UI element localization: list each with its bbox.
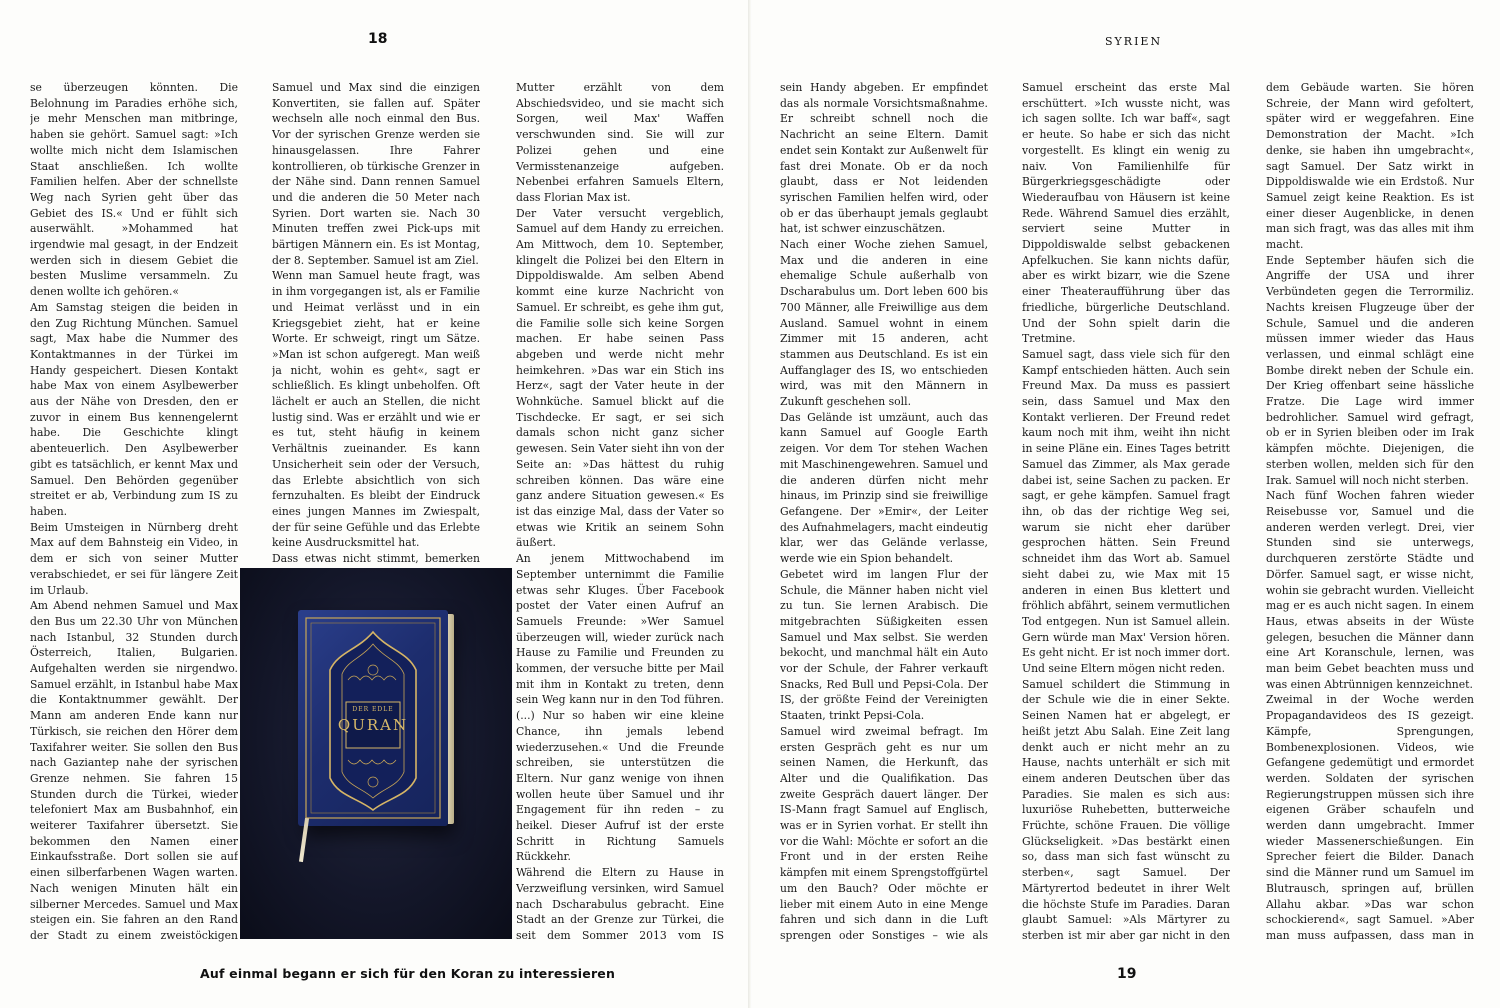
paragraph: Am Samstag steigen die beiden in den Zug Richtung München. Samuel sagt, Max habe die Nummer des Kontaktmannes in der Türkei im Handy gespeichert. Diesen Kontakt habe Max von einem Asylbewerber aus der Nähe von Dresden, den er zuvor in einem Bus kennengelernt habe. Die Geschichte klingt abenteuerlich. Den Asylbewerber gibt es tatsächlich, er kennt Max und Samuel. Den Behörden gegenüber streitet er ab, Verbindung zum IS zu haben. bbox=[30, 300, 238, 518]
paragraph: Das Gelände ist umzäunt, auch das kann Samuel auf Google Earth zeigen. Vor dem Tor stehen Wachen mit Maschinengewehren. Samuel und die anderen dürfen nicht mehr hinaus, im Prinzip sind sie freiwillige Gefangene. Der »Emir«, der Leiter des Aufnahmelagers, macht eindeutig klar, wer das Gelände verlasse, werde wie ein Spion behandelt. bbox=[780, 410, 988, 566]
paragraph: An jenem Mittwochabend im September unternimmt die Familie etwas sehr Kluges. Über Facebook postet der Vater einen Aufruf an Samuels Freunde: »Wer Samuel überzeugen will, wieder zurück nach Hause zu Familie und Freunden zu kommen, der versuche bitte per Mail mit ihm in Kontakt zu treten, denn sein Weg kann nur in den Tod führen. (...) Nur so haben wir eine kleine Chance, ihn jemals lebend wiederzusehen.« Und die Freunde schreiben, sie unterstützen die Eltern. Nur ganz wenige von ihnen wollen heute über Samuel und ihr Engagement für ihn reden – zu heikel. Dieser Aufruf ist der erste Schritt in Richtung Samuels Rückkehr. bbox=[516, 552, 724, 864]
running-head: SYRIEN bbox=[1105, 35, 1163, 48]
paragraph: Samuel schildert die Stimmung in der Schule wie die in einer Sekte. Seinen Namen hat er abgelegt, er heißt jetzt Abu Salah. Eine Zeit lang denkt auch er nicht mehr an zu Hause, nachts unterhält er sich mit einem anderen Deutschen über das Paradies. Sie malen es sich aus: luxuriöse Ruhebetten, butterweiche Früchte, schöne Frauen. Die völlige Glückseligkeit. »Das bestärkt einen so, dass man sich fast wünscht zu sterben«, sagt Samuel. Der Märtyrertod bedeutet in ihrer Welt die höchste Stufe im Paradies. Daran glaubt Samuel: »Als Märtyrer zu sterben ist mir aber gar nicht in den bbox=[1022, 677, 1230, 942]
cover-subtitle: DER EDLE bbox=[352, 706, 394, 713]
text-column-4 bbox=[780, 80, 988, 942]
paragraph: Beim Umsteigen in Nürnberg dreht Max auf dem Bahnsteig ein Video, in dem er sich von seiner Mutter verabschiedet, er sei für längere Zeit im Urlaub. bbox=[30, 520, 238, 597]
book-page-edge bbox=[448, 614, 454, 824]
text-column-2 bbox=[272, 80, 480, 568]
paragraph: Wenn man Samuel heute fragt, was in ihm vorgegangen ist, als er Familie und Heimat verlässt und in ein Kriegsgebiet zieht, hat er keine Worte. Er schweigt, ringt um Sätze. »Man ist schon aufgeregt. Man weiß ja nicht, wohin es geht«, sagt er schließlich. Es klingt unbeholfen. Oft lächelt er auch an Stellen, die nicht lustig sind. Was er erzählt und wie er es tut, steht häufig in keinem Verhältnis zueinander. Es kann Unsicherheit sein oder der Versuch, das Erlebte absichtlich von sich fernzuhalten. Es bleibt der Eindruck eines jungen Mannes im Zwiespalt, der für seine Gefühle und das Erlebte keine Ausdrucksmittel hat. bbox=[272, 269, 480, 550]
text-column-1 bbox=[30, 80, 238, 942]
left-page-number: 18 bbox=[368, 31, 388, 47]
paragraph: Gebetet wird im langen Flur der Schule, die Männer haben nicht viel zu tun. Sie lernen Arabisch. Die mitgebrachten Süßigkeiten essen Samuel und Max selbst. Sie werden bekocht, und manchmal hält ein Auto vor der Schule, der Fahrer verkauft Snacks, Red Bull und Pepsi-Cola. Der IS, der größte Feind der Vereinigten Staaten, trinkt Pepsi-Cola. bbox=[780, 567, 988, 723]
text-column-3 bbox=[516, 80, 724, 942]
paragraph: Samuel wird zweimal befragt. Im ersten Gespräch geht es nur um seinen Namen, die Herkunft, das Alter und die Qualifikation. Das zweite Gespräch dauert länger. Der IS-Mann fragt Samuel auf Englisch, was er in Syrien vorhat. Er stellt ihn vor die Wahl: Möchte er sofort an die Front und in der ersten Reihe kämpfen mit einem Sprengstoffgürtel um den Bauch? Oder möchte er lieber mit einem Auto in eine Menge fahren und sich dann in die Luft sprengen oder Sonstiges – wie als bbox=[780, 724, 988, 942]
paragraph: Während die Eltern zu Hause in Verzweiflung versinken, wird Samuel nach Dscharabulus gebracht. Eine Stadt an der Grenze zur Türkei, die seit dem Sommer 2013 vom IS bbox=[516, 866, 724, 942]
right-page-number: 19 bbox=[1117, 966, 1137, 982]
paragraph: Nach fünf Wochen fahren wieder Reisebusse vor, Samuel und die anderen werden verlegt. Drei, vier Stunden sind sie unterwegs, durchqueren zerstörte Städte und Dörfer. Samuel sagt, er wisse nicht, wohin sie gebracht wurden. Vielleicht mag er es auch nicht sagen. In einem Haus, etwas abseits in der Wüste gelegen, besuchen die Männer dann eine Art Koranschule, lernen, was man beim Gebet beachten muss und was einen Abtrünnigen kennzeichnet. bbox=[1266, 489, 1474, 691]
paragraph: Samuel erscheint das erste Mal erschüttert. »Ich wusste nicht, was ich sagen sollte. Ich war baff«, sagt er heute. So habe er sich das nicht vorgestellt. Es klingt ein wenig zu naiv. Von Familienhilfe für Bürgerkriegsgeschädigte oder Wiederaufbau von Häusern ist keine Rede. Während Samuel dies erzählt, serviert seine Mutter in Dippoldiswalde selbst gebackenen Apfelkuchen. Sie kann nichts dafür, aber es wirkt bizarr, wie die Szene einer Theateraufführung über das friedliche, bürgerliche Deutschland. Und der Sohn spielt darin die Tretmine. bbox=[1022, 81, 1230, 346]
paragraph: Zweimal in der Woche werden Propagandavideos des IS gezeigt. Kämpfe, Sprengungen, Bombenexplosionen. Videos, wie Gefangene gedemütigt und ermordet werden. Soldaten der syrischen Regierungstruppen müssen sich ihre eigenen Gräber schaufeln und werden dann umgebracht. Immer wieder Massenerschießungen. Ein Sprecher feiert die Bilder. Danach sind die Männer rund um Samuel im Blutrausch, springen auf, brüllen Allahu akbar. »Das war schon schockierend«, sagt Samuel. »Aber man muss aufpassen, dass man in bbox=[1266, 693, 1474, 942]
image-caption: Auf einmal begann er sich für den Koran zu interessieren bbox=[200, 966, 616, 981]
page-gutter bbox=[748, 0, 752, 1008]
paragraph: Nach einer Woche ziehen Samuel, Max und die anderen in eine ehemalige Schule außerhalb von Dscharabulus um. Dort leben 600 bis 700 Männer, alle Freiwillige aus dem Ausland. Samuel wohnt in einem Zimmer mit 15 anderen, acht stammen aus Deutschland. Es ist ein Auffanglager des IS, wo entschieden wird, was mit den Männern in Zukunft geschehen soll. bbox=[780, 238, 988, 409]
paragraph: Samuel sagt, dass viele sich für den Kampf entschieden hätten. Auch sein Freund Max. Da muss es passiert sein, dass Samuel und Max den Kontakt verlieren. Der Freund redet kaum noch mit ihm, weiht ihn nicht in seine Pläne ein. Eines Tages betritt Samuel das Zimmer, als Max gerade dabei ist, seine Sachen zu packen. Er sagt, er gehe kämpfen. Samuel fragt ihn, ob das der richtige Weg sei, warum sie nicht eher darüber gesprochen hätten. Sein Freund schneidet ihm das Wort ab. Samuel sieht dabei zu, wie Max mit 15 anderen in einen Bus klettert und fröhlich abfährt, seinem vermutlichen Tod entgegen. Nun ist Samuel allein. Gern würde man Max' Version hören. Es geht nicht. Er ist noch immer dort. Und seine Eltern mögen nicht reden. bbox=[1022, 347, 1230, 676]
paragraph: se überzeugen könnten. Die Belohnung im Paradies erhöhe sich, je mehr Menschen man mitbringe, haben sie gehört. Samuel sagt: »Ich wollte mich nicht dem Islamischen Staat anschließen. Ich wollte Familien helfen. Aber der schnellste Weg nach Syrien geht über das Gebiet des IS.« Und er fühlt sich auserwählt. »Mohammed hat irgendwie mal gesagt, in der Endzeit werden sich in diesem Gebiet die besten Muslime versammeln. Zu denen wollte ich gehören.« bbox=[30, 81, 238, 299]
paragraph: sein Handy abgeben. Er empfindet das als normale Vorsichtsmaßnahme. Er schreibt schnell noch die Nachricht an seine Eltern. Damit endet sein Kontakt zur Außenwelt für fast drei Monate. Ob er da noch glaubt, dass er Not leidenden syrischen Familien helfen wird, oder ob er das überhaupt jemals geglaubt hat, ist schwer einzuschätzen. bbox=[780, 81, 988, 236]
paragraph: Samuel und Max sind die einzigen Konvertiten, sie fallen auf. Später wechseln alle noch einmal den Bus. Vor der syrischen Grenze werden sie hinausgelassen. Ihre Fahrer kontrollieren, ob türkische Grenzer in der Nähe sind. Dann rennen Samuel und die anderen die 50 Meter nach Syrien. Dort warten sie. Nach 30 Minuten treffen zwei Pick-ups mit bärtigen Männern ein. Es ist Montag, der 8. September. Samuel ist am Ziel. bbox=[272, 81, 480, 267]
paragraph: dem Gebäude warten. Sie hören Schreie, der Mann wird gefoltert, später wird er weggefahren. Eine Demonstration der Macht. »Ich denke, sie haben ihn umgebracht«, sagt Samuel. Der Satz wirkt in Dippoldiswalde wie ein Erdstoß. Nur Samuel zeigt keine Reaktion. Es ist einer dieser Augenblicke, in denen man sich fragt, was das alles mit ihm macht. bbox=[1266, 81, 1474, 252]
paragraph: Mutter erzählt von dem Abschiedsvideo, und sie macht sich Sorgen, weil Max' Waffen verschwunden sind. Sie will zur Polizei gehen und eine Vermisstenanzeige aufgeben. Nebenbei erfahren Samuels Eltern, dass Florian Max ist. bbox=[516, 81, 724, 204]
cover-title: QURAN bbox=[337, 716, 409, 734]
quran-photo bbox=[240, 568, 512, 939]
paragraph: Ende September häufen sich die Angriffe der USA und ihrer Verbündeten gegen die Terrormiliz. Nachts kreisen Flugzeuge über der Schule, Samuel und die anderen müssen immer wieder das Haus verlassen, und einmal schlägt eine Bombe direkt neben der Schule ein. Der Krieg offenbart seine hässliche Fratze. Die Lage wird immer bedrohlicher. Samuel wird gefragt, ob er in Syrien bleiben oder im Irak kämpfen möchte. Diejenigen, die sterben wollen, melden sich für den Irak. Samuel will noch nicht sterben. bbox=[1266, 253, 1474, 487]
quran-book-icon bbox=[298, 610, 448, 826]
text-column-5 bbox=[1022, 80, 1230, 942]
paragraph: Am Abend nehmen Samuel und Max den Bus um 22.30 Uhr von München nach Istanbul, 32 Stunden durch Österreich, Italien, Bulgarien. Aufgehalten werden sie nirgendwo. Samuel erzählt, in Istanbul habe Max die Kontaktnummer gewählt. Der Mann am anderen Ende kann nur Türkisch, sie reichen den Hörer dem Taxifahrer weiter. Sie sollen den Bus nach Gaziantep nahe der syrischen Grenze nehmen. Sie fahren 15 Stunden durch die Türkei, wieder telefoniert Max am Busbahnhof, ein weiterer Taxifahrer übersetzt. Sie bekommen den Namen einer Einkaufsstraße. Dort sollen sie auf einen silberfarbenen Wagen warten. Nach wenigen Minuten hält ein silberner Mercedes. Samuel und Max steigen ein. Sie fahren an den Rand der Stadt zu einem zweistöckigen bbox=[30, 599, 238, 942]
paragraph: Dass etwas nicht stimmt, bemerken bbox=[272, 552, 480, 566]
paragraph: Der Vater versucht vergeblich, Samuel auf dem Handy zu erreichen. Am Mittwoch, dem 10. September, klingelt die Polizei bei den Eltern in Dippoldiswalde. Am selben Abend kommt eine kurze Nachricht von Samuel. Er schreibt, es gehe ihm gut, die Familie solle sich keine Sorgen machen. Er habe seinen Pass abgeben und werde nicht mehr heimkehren. »Das war ein Stich ins Herz«, sagt der Vater heute in der Wohnküche. Samuel blickt auf die Tischdecke. Er sagt, er sei sich damals schon nicht ganz sicher gewesen. Sein Vater sieht ihn von der Seite an: »Das hättest du ruhig schreiben können. Das wäre eine ganz andere Situation gewesen.« Es ist das einzige Mal, dass der Vater so etwas wie Kritik an seinem Sohn äußert. bbox=[516, 206, 724, 550]
text-column-6 bbox=[1266, 80, 1474, 942]
